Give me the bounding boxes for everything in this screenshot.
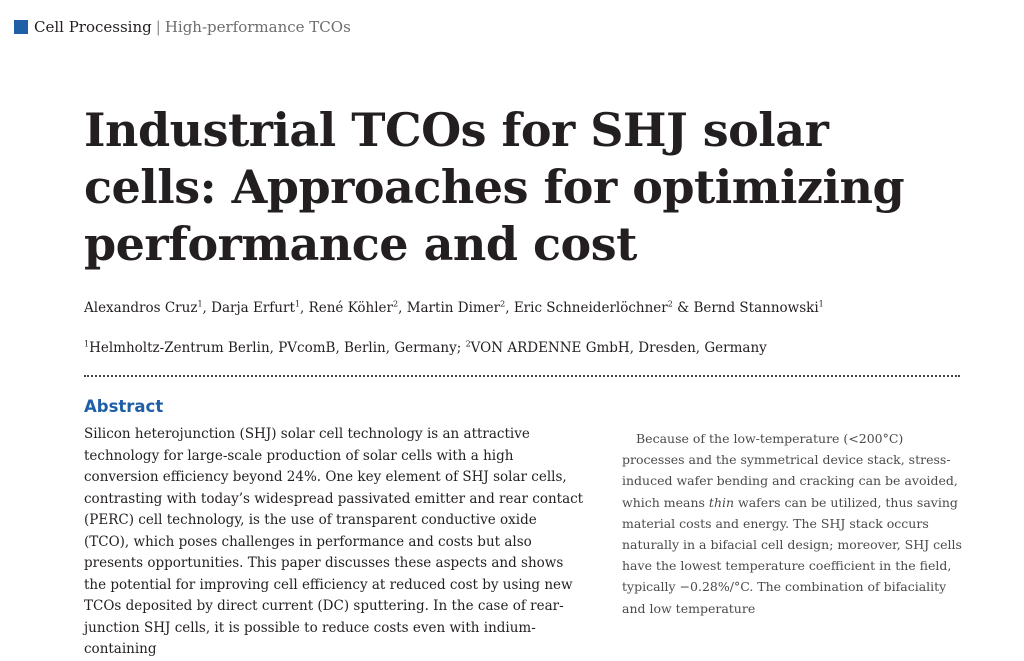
affiliations (84, 340, 767, 356)
affiliation: $^2$VON ARDENNE GmbH, Dresden, Germany (465, 339, 767, 356)
body-paragraph: Because of the low-temperature (<200°C) processes and the symmetrical device stack, stress-induced wafer bending and cracking can be avoided, which means thin wafers can be utilized, thus saving material costs and energy. The SHJ stack occurs naturally in a bifacial cell design; moreover, SHJ cells have the lowest temperature coefficient in the field, typically −0.28%/°C. The combination of bifaciality and low temperature (622, 431, 962, 616)
section-name: Cell Processing (34, 18, 152, 36)
section-marker-square (14, 20, 28, 34)
running-header (14, 18, 351, 36)
article-title: Industrial TCOs for SHJ solar cells: Approaches for optimizing performance and cost (84, 103, 905, 271)
abstract-heading: Abstract (84, 397, 164, 416)
right-column-body (622, 428, 962, 619)
author: Martin Dimer$^2$, (406, 299, 514, 316)
author: Eric Schneiderlöchner$^2$ & (513, 299, 694, 316)
emphasis-thin: thin (708, 494, 735, 510)
header-separator: | (155, 18, 161, 36)
author: Bernd Stannowski$^1$ (693, 299, 824, 316)
affiliation: $^1$Helmholtz-Zentrum Berlin, PVcomB, Berlin, Germany; (84, 339, 466, 356)
dotted-divider (84, 375, 960, 377)
abstract-paragraph: Silicon heterojunction (SHJ) solar cell technology is an attractive technology for large-scale production of solar cells with a high conversion efficiency beyond 24%. One key element of SHJ solar cells, contrasting with today’s widespread passivated emitter and rear contact (PERC) cell technology, is the use of transparent conductive oxide (TCO), which poses challenges in performance and costs but also presents opportunities. This paper discusses these aspects and shows the potential for improving cell efficiency at reduced cost by using new TCOs deposited by direct current (DC) sputtering. In the case of rear-junction SHJ cells, it is possible to reduce costs even with indium-containing (84, 426, 584, 657)
author: Alexandros Cruz$^1$, (84, 299, 212, 316)
author: Darja Erfurt$^1$, (211, 299, 309, 316)
subsection-name: High-performance TCOs (164, 18, 351, 36)
author: René Köhler$^2$, (308, 299, 407, 316)
abstract-body (84, 424, 584, 661)
author-list (84, 300, 824, 316)
